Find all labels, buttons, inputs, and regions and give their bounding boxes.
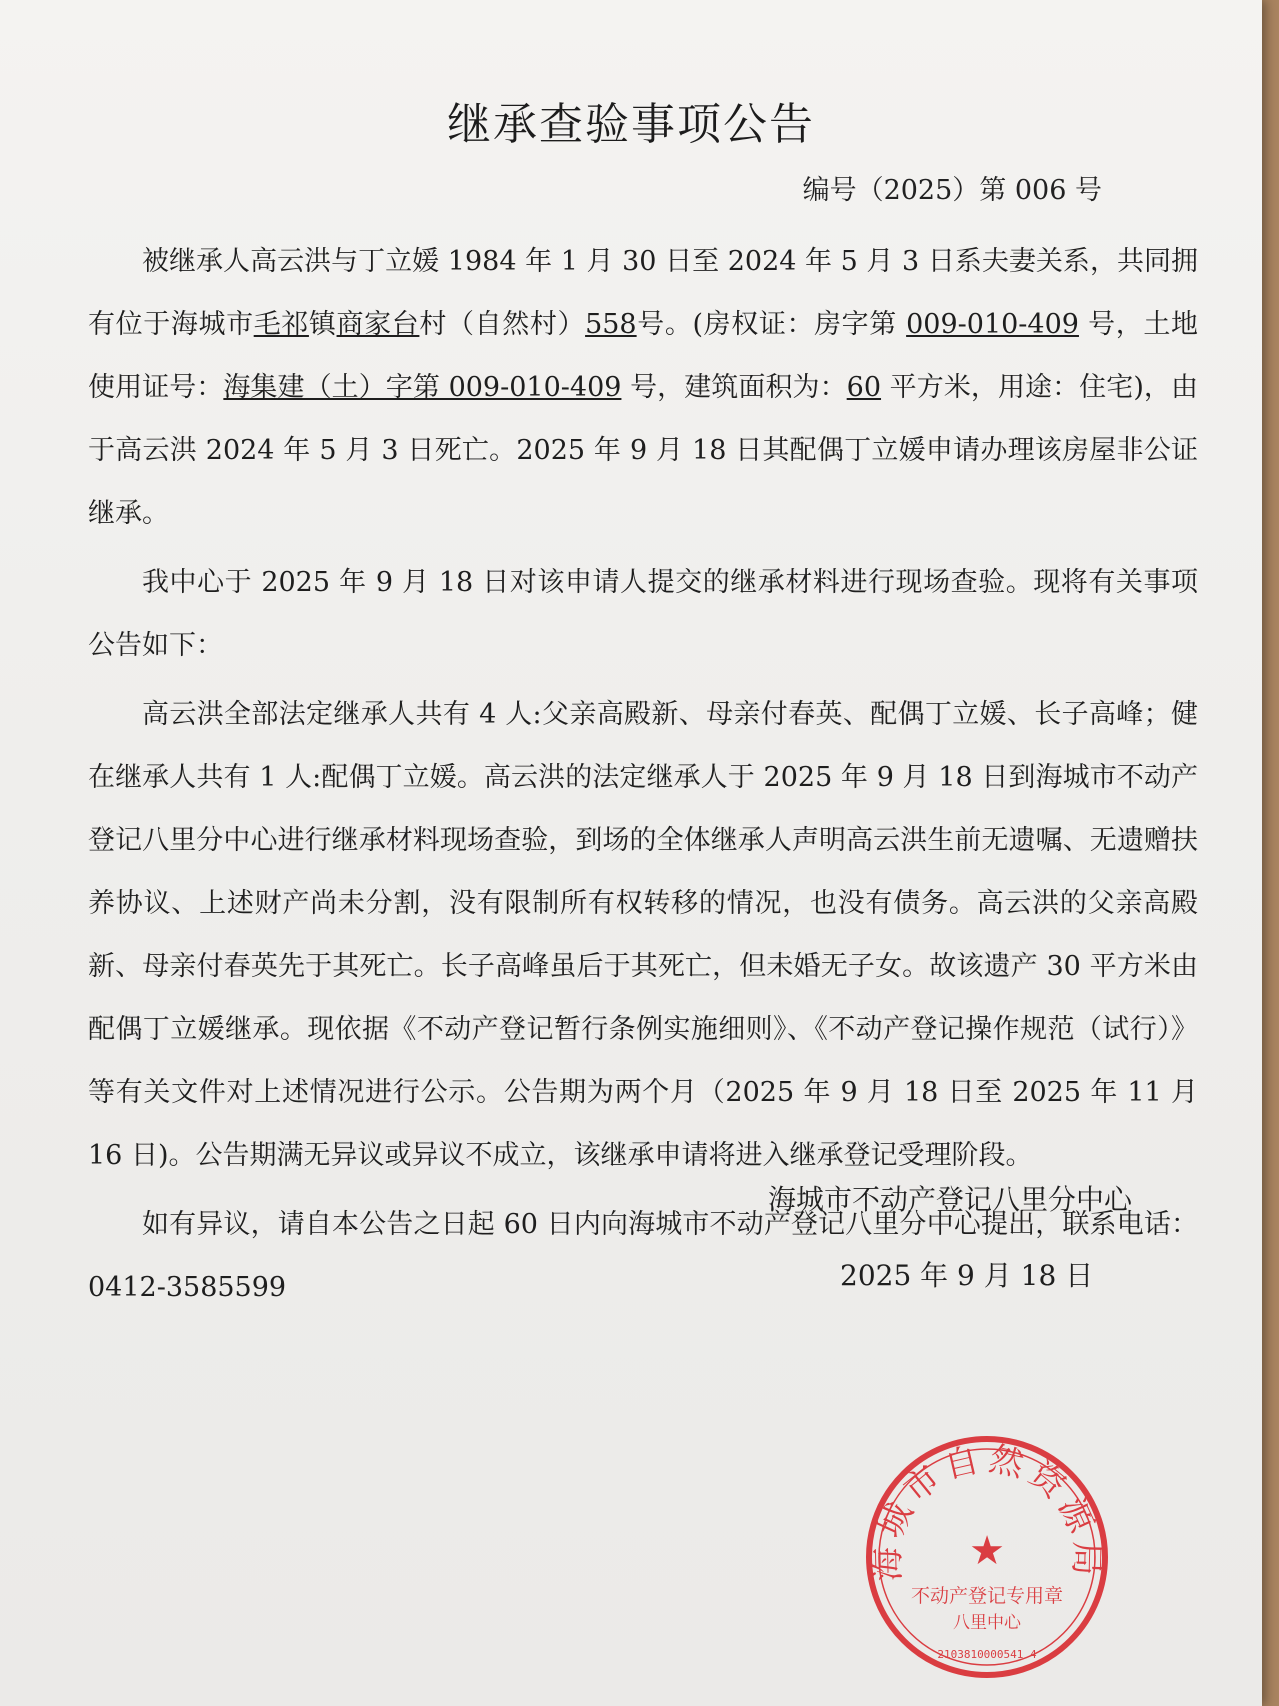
- seal-sub-text: 八里中心: [953, 1613, 1021, 1633]
- official-seal: [862, 1432, 1112, 1682]
- text-run: 号，建筑面积为：: [621, 372, 847, 403]
- paragraph-3: [88, 683, 1198, 1187]
- notice-title: 继承查验事项公告: [447, 99, 815, 150]
- underlined-land-cert: 海集建（土）字第 009-010-409: [223, 372, 622, 403]
- text-run: 号。(房权证：房字第: [636, 309, 907, 340]
- underlined-town: 毛祁: [253, 309, 309, 340]
- underlined-property-cert: 009-010-409: [906, 309, 1079, 340]
- text-run: 镇: [308, 309, 337, 340]
- issuer-signature: 海城市不动产登记八里分中心: [768, 1183, 1133, 1216]
- text-run: 如有异议，请自本公告之日起 60 日内向海城市不动产登记八里分中心提出，联系电话：0412-3585599: [88, 1209, 1198, 1303]
- text-run: 高云洪全部法定继承人共有 4 人:父亲高殿新、母亲付春英、配偶丁立媛、长子高峰；健在继承人共有 1 人:配偶丁立媛。高云洪的法定继承人于 2025 年 9 月 18 日到海城市不动产登记八里分中心进行继承材料现场查验，到场的全体继承人声明高云洪生前无遗嘱、无遗赠扶养协议、上述财产尚未分割，没有限制所有权转移的情况，也没有债务。高云洪的父亲高殿新、母亲付春英先于其死亡。长子高峰虽后于其死亡，但未婚无子女。故该遗产 30 平方米由配偶丁立媛继承。现依据《不动产登记暂行条例实施细则》、《不动产登记操作规范（试行）》等有关文件对上述情况进行公示。公告期为两个月（2025 年 9 月 18 日至 2025 年 11 月 16 日)。公告期满无异议或异议不成立，该继承申请将进入继承登记受理阶段。: [88, 699, 1198, 1171]
- issue-date: 2025 年 9 月 18 日: [840, 1259, 1094, 1292]
- text-run: 我中心于 2025 年 9 月 18 日对该申请人提交的继承材料进行现场查验。现将有关事项公告如下：: [88, 567, 1198, 661]
- underlined-house-number: 558: [585, 309, 637, 340]
- text-run: 被继承人高云洪与丁立媛 1984 年 1 月 30 日至 2024 年 5 月 3 日系夫妻关系，共同拥有位于海城市: [88, 246, 1198, 340]
- document-number: 编号（2025）第 006 号: [802, 175, 1102, 206]
- seal-serial: 2103810000541 4: [937, 1648, 1037, 1661]
- seal-outer-text: 海城市自然资源局: [867, 1438, 1107, 1582]
- text-run: 号，土地使用证号：: [88, 309, 1199, 403]
- seal-graphic: [862, 1432, 1112, 1682]
- notice-body: [88, 230, 1198, 1325]
- paragraph-2: [88, 551, 1198, 677]
- underlined-village: 商家台: [336, 309, 420, 340]
- text-run: 平方米，用途：住宅)，由于高云洪 2024 年 5 月 3 日死亡。2025 年 9 月 18 日其配偶丁立媛申请办理该房屋非公证继承。: [88, 372, 1198, 529]
- text-run: 村（自然村）: [419, 309, 586, 340]
- seal-inner-text: 不动产登记专用章: [910, 1585, 1064, 1607]
- paragraph-1: [88, 230, 1198, 545]
- seal-star: ★: [969, 1528, 1005, 1574]
- underlined-area: 60: [846, 372, 882, 403]
